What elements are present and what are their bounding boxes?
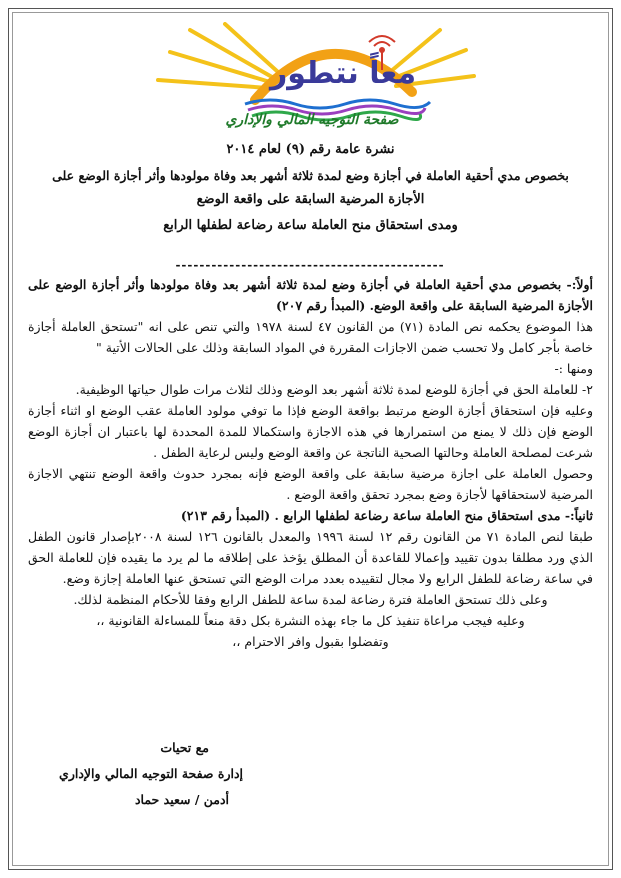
signature-greeting: مع تحيات — [160, 740, 209, 755]
separator-dashes: --------------------------------------------- — [175, 258, 445, 272]
section-1-para-3: ٢- للعاملة الحق في أجازة للوضع لمدة ثلاثة أشهر بعد الوضع وذلك لثلاث مرات طوال حياتها الوظيفية. — [75, 382, 593, 397]
section-1-heading: أولاً:- بخصوص مدي أحقية العاملة في أجازة وضع لمدة ثلاثة أشهر بعد وفاة مولودها وأثر أجازة الوضع على الأجازة المرضية السابقة على واقعة الوضع. (المبدأ رقم ٢٠٧) — [28, 277, 593, 313]
subject-line-3: ومدى استحقاق منح العاملة ساعة رضاعة لطفلها الرابع — [163, 218, 458, 233]
section-1-para-1: هذا الموضوع يحكمه نص المادة (٧١) من القانون ٤٧ لسنة ١٩٧٨ والتي تنص على انه "تستحق العاملة أجازة خاصة بأجر كامل ولا تحسب ضمن الاجازات المقررة في المواد السابقة وذلك على الحالات الأتية " — [28, 319, 593, 355]
bulletin-title: نشرة عامة رقم (٩) لعام ٢٠١٤ — [226, 142, 395, 157]
section-2-para-4: وتفضلوا بقبول وافر الاحترام ،، — [232, 634, 389, 649]
section-2-para-1: طبقا لنص المادة ٧١ من القانون رقم ١٢ لسنة ١٩٩٦ والمعدل بالقانون ١٢٦ لسنة ٢٠٠٨بإصدار قانون الطفل الذي ورد مطلقا بدون تقييد وإعمالا للقاعدة أن المطلق يؤخذ على إطلاقه ما لم يرد ما يقيده فإن للعاملة الحق في ساعة رضاعة للطفل الرابع ولا مجال لتقييده بعدد مرات الوضع التي تستحق عنها العاملة إجازة وضع. — [28, 529, 593, 586]
section-2-heading: ثانياً:- مدى استحقاق منح العاملة ساعة رضاعة لطفلها الرابع . (المبدأ رقم ٢١٣) — [180, 508, 593, 523]
subject-line-2: الأجازة المرضية السابقة على واقعة الوضع — [196, 192, 425, 207]
section-1-para-2: ومنها :- — [554, 361, 593, 376]
section-2-para-3: وعليه فيجب مراعاة تنفيذ كل ما جاء بهذه النشرة بكل دقة منعاً للمساءلة القانونية ،، — [96, 613, 525, 628]
section-1-para-4: وعليه فإن استحقاق أجازة الوضع مرتبط بواقعة الوضع فإذا ما توفي مولود العاملة عقب الوضع او اثناء أجازة الوضع فإن ذلك لا يمنع من استمرارها في هذه الاجازة واستكمالا للمدة المحددة لها باعتبار ان أجازة الوضع شرعت لمصلحة العاملة وحالتها الصحية الناتجة عن واقعة الوضع وليس لرعاية الطفل . — [28, 403, 593, 460]
document-body — [28, 274, 593, 652]
logo-subtitle: صفحة التوجيه المالي والإداري — [225, 112, 399, 128]
signature-admin: أدمن / سعيد حماد — [134, 792, 229, 807]
logo-name: معاً نتطور — [270, 56, 417, 91]
section-1-para-5: وحصول العاملة على اجازة مرضية سابقة على واقعة الوضع فإنه بمجرد حدوث واقعة الوضع تنتهي الاجازة المرضية لاستحقاقها لأجازة وضع بمجرد تحقق واقعة الوضع . — [28, 466, 593, 502]
section-2-para-2: وعلى ذلك تستحق العاملة فترة رضاعة لمدة ساعة للطفل الرابع وفقا للأحكام المنظمة لذلك. — [73, 592, 548, 607]
signature-org: إدارة صفحة التوجيه المالي والإداري — [59, 766, 243, 781]
subject-line-1: بخصوص مدي أحقية العاملة في أجازة وضع لمدة ثلاثة أشهر بعد وفاة مولودها وأثر أجازة الوضع على — [52, 168, 569, 183]
